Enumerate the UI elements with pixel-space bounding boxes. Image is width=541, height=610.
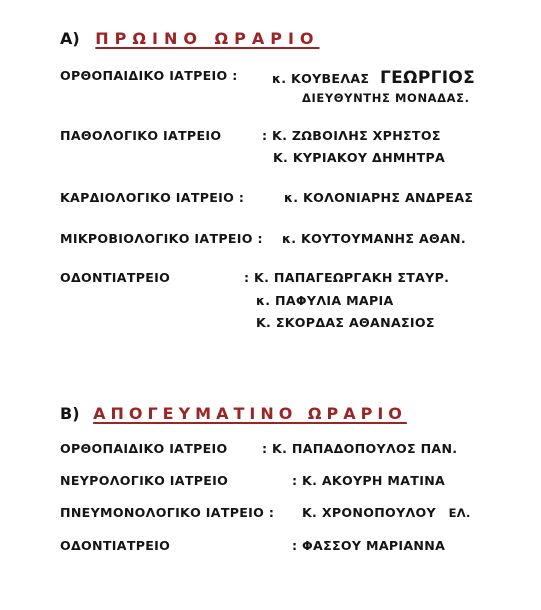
section-a-title: ΠΡΩΙΝΟ ΩΡΑΡΙΟ <box>95 29 320 48</box>
morning-clinic-dental: ΟΔΟΝΤΙΑΤΡΕΙΟ <box>60 270 171 285</box>
doctor-firstname: ΓΕΩΡΓΙΟΣ <box>380 68 475 88</box>
section-a-label: A) <box>60 29 80 48</box>
afternoon-clinic-dental: ΟΔΟΝΤΙΑΤΡΕΙΟ <box>60 538 171 553</box>
section-b-label: B) <box>60 404 80 423</box>
afternoon-doctor-neurology: : Κ. ΑΚΟΥΡΗ ΜΑΤΙΝΑ <box>292 473 446 488</box>
morning-doctor-dental-2: κ. ΠΑΦΥΛΙΑ ΜΑΡΙΑ <box>256 293 394 308</box>
morning-doctor-dental-1: : Κ. ΠΑΠΑΓΕΩΡΓΑΚΗ ΣΤΑΥΡ. <box>244 270 450 285</box>
section-b-title: ΑΠΟΓΕΥΜΑΤΙΝΟ ΩΡΑΡΙΟ <box>93 404 407 423</box>
morning-doctor-orthopedic <box>272 70 475 87</box>
morning-doctor-pathology-1: : Κ. ΖΩΒΟΙΛΗΣ ΧΡΗΣΤΟΣ <box>262 128 441 143</box>
morning-doctor-microbiology: κ. ΚΟΥΤΟΥΜΑΝΗΣ ΑΘΑΝ. <box>282 231 466 246</box>
morning-clinic-orthopedic: ΟΡΘΟΠΑΙΔΙΚΟ ΙΑΤΡΕΙΟ : <box>60 68 238 83</box>
morning-clinic-microbiology: ΜΙΚΡΟΒΙΟΛΟΓΙΚΟ ΙΑΤΡΕΙΟ : <box>60 231 263 246</box>
doctor-surname: ΚΟΥΒΕΛΑΣ <box>291 71 370 86</box>
section-a-heading <box>60 31 320 47</box>
morning-doctor-cardiology: κ. ΚΟΛΟΝΙΑΡΗΣ ΑΝΔΡΕΑΣ <box>284 190 474 205</box>
afternoon-clinic-orthopedic: ΟΡΘΟΠΑΙΔΙΚΟ ΙΑΤΡΕΙΟ <box>60 441 228 456</box>
morning-role-director: ΔΙΕΥΘΥΝΤΗΣ ΜΟΝΑΔΑΣ. <box>302 91 470 105</box>
afternoon-doctor-orthopedic: : Κ. ΠΑΠΑΔΟΠΟΥΛΟΣ ΠΑΝ. <box>262 441 458 456</box>
morning-doctor-dental-3: Κ. ΣΚΟΡΔΑΣ ΑΘΑΝΑΣΙΟΣ <box>256 315 435 330</box>
morning-clinic-pathology: ΠΑΘΟΛΟΓΙΚΟ ΙΑΤΡΕΙΟ <box>60 128 222 143</box>
section-b-heading <box>60 406 407 422</box>
afternoon-doctor-pulmonology <box>302 507 471 520</box>
doctor-prefix: κ. <box>272 71 287 86</box>
afternoon-clinic-pulmonology: ΠΝΕΥΜΟΝΟΛΟΓΙΚΟ ΙΑΤΡΕΙΟ : <box>60 505 275 520</box>
doctor-suffix: ΕΛ. <box>448 506 471 520</box>
morning-clinic-cardiology: ΚΑΡΔΙΟΛΟΓΙΚΟ ΙΑΤΡΕΙΟ : <box>60 190 245 205</box>
morning-doctor-pathology-2: Κ. ΚΥΡΙΑΚΟΥ ΔΗΜΗΤΡΑ <box>273 150 446 165</box>
doctor-name: Κ. ΧΡΟΝΟΠΟΥΛΟΥ <box>302 505 436 520</box>
afternoon-clinic-neurology: ΝΕΥΡΟΛΟΓΙΚΟ ΙΑΤΡΕΙΟ <box>60 473 229 488</box>
afternoon-doctor-dental: : ΦΑΣΣΟΥ ΜΑΡΙΑΝΝΑ <box>292 538 446 553</box>
